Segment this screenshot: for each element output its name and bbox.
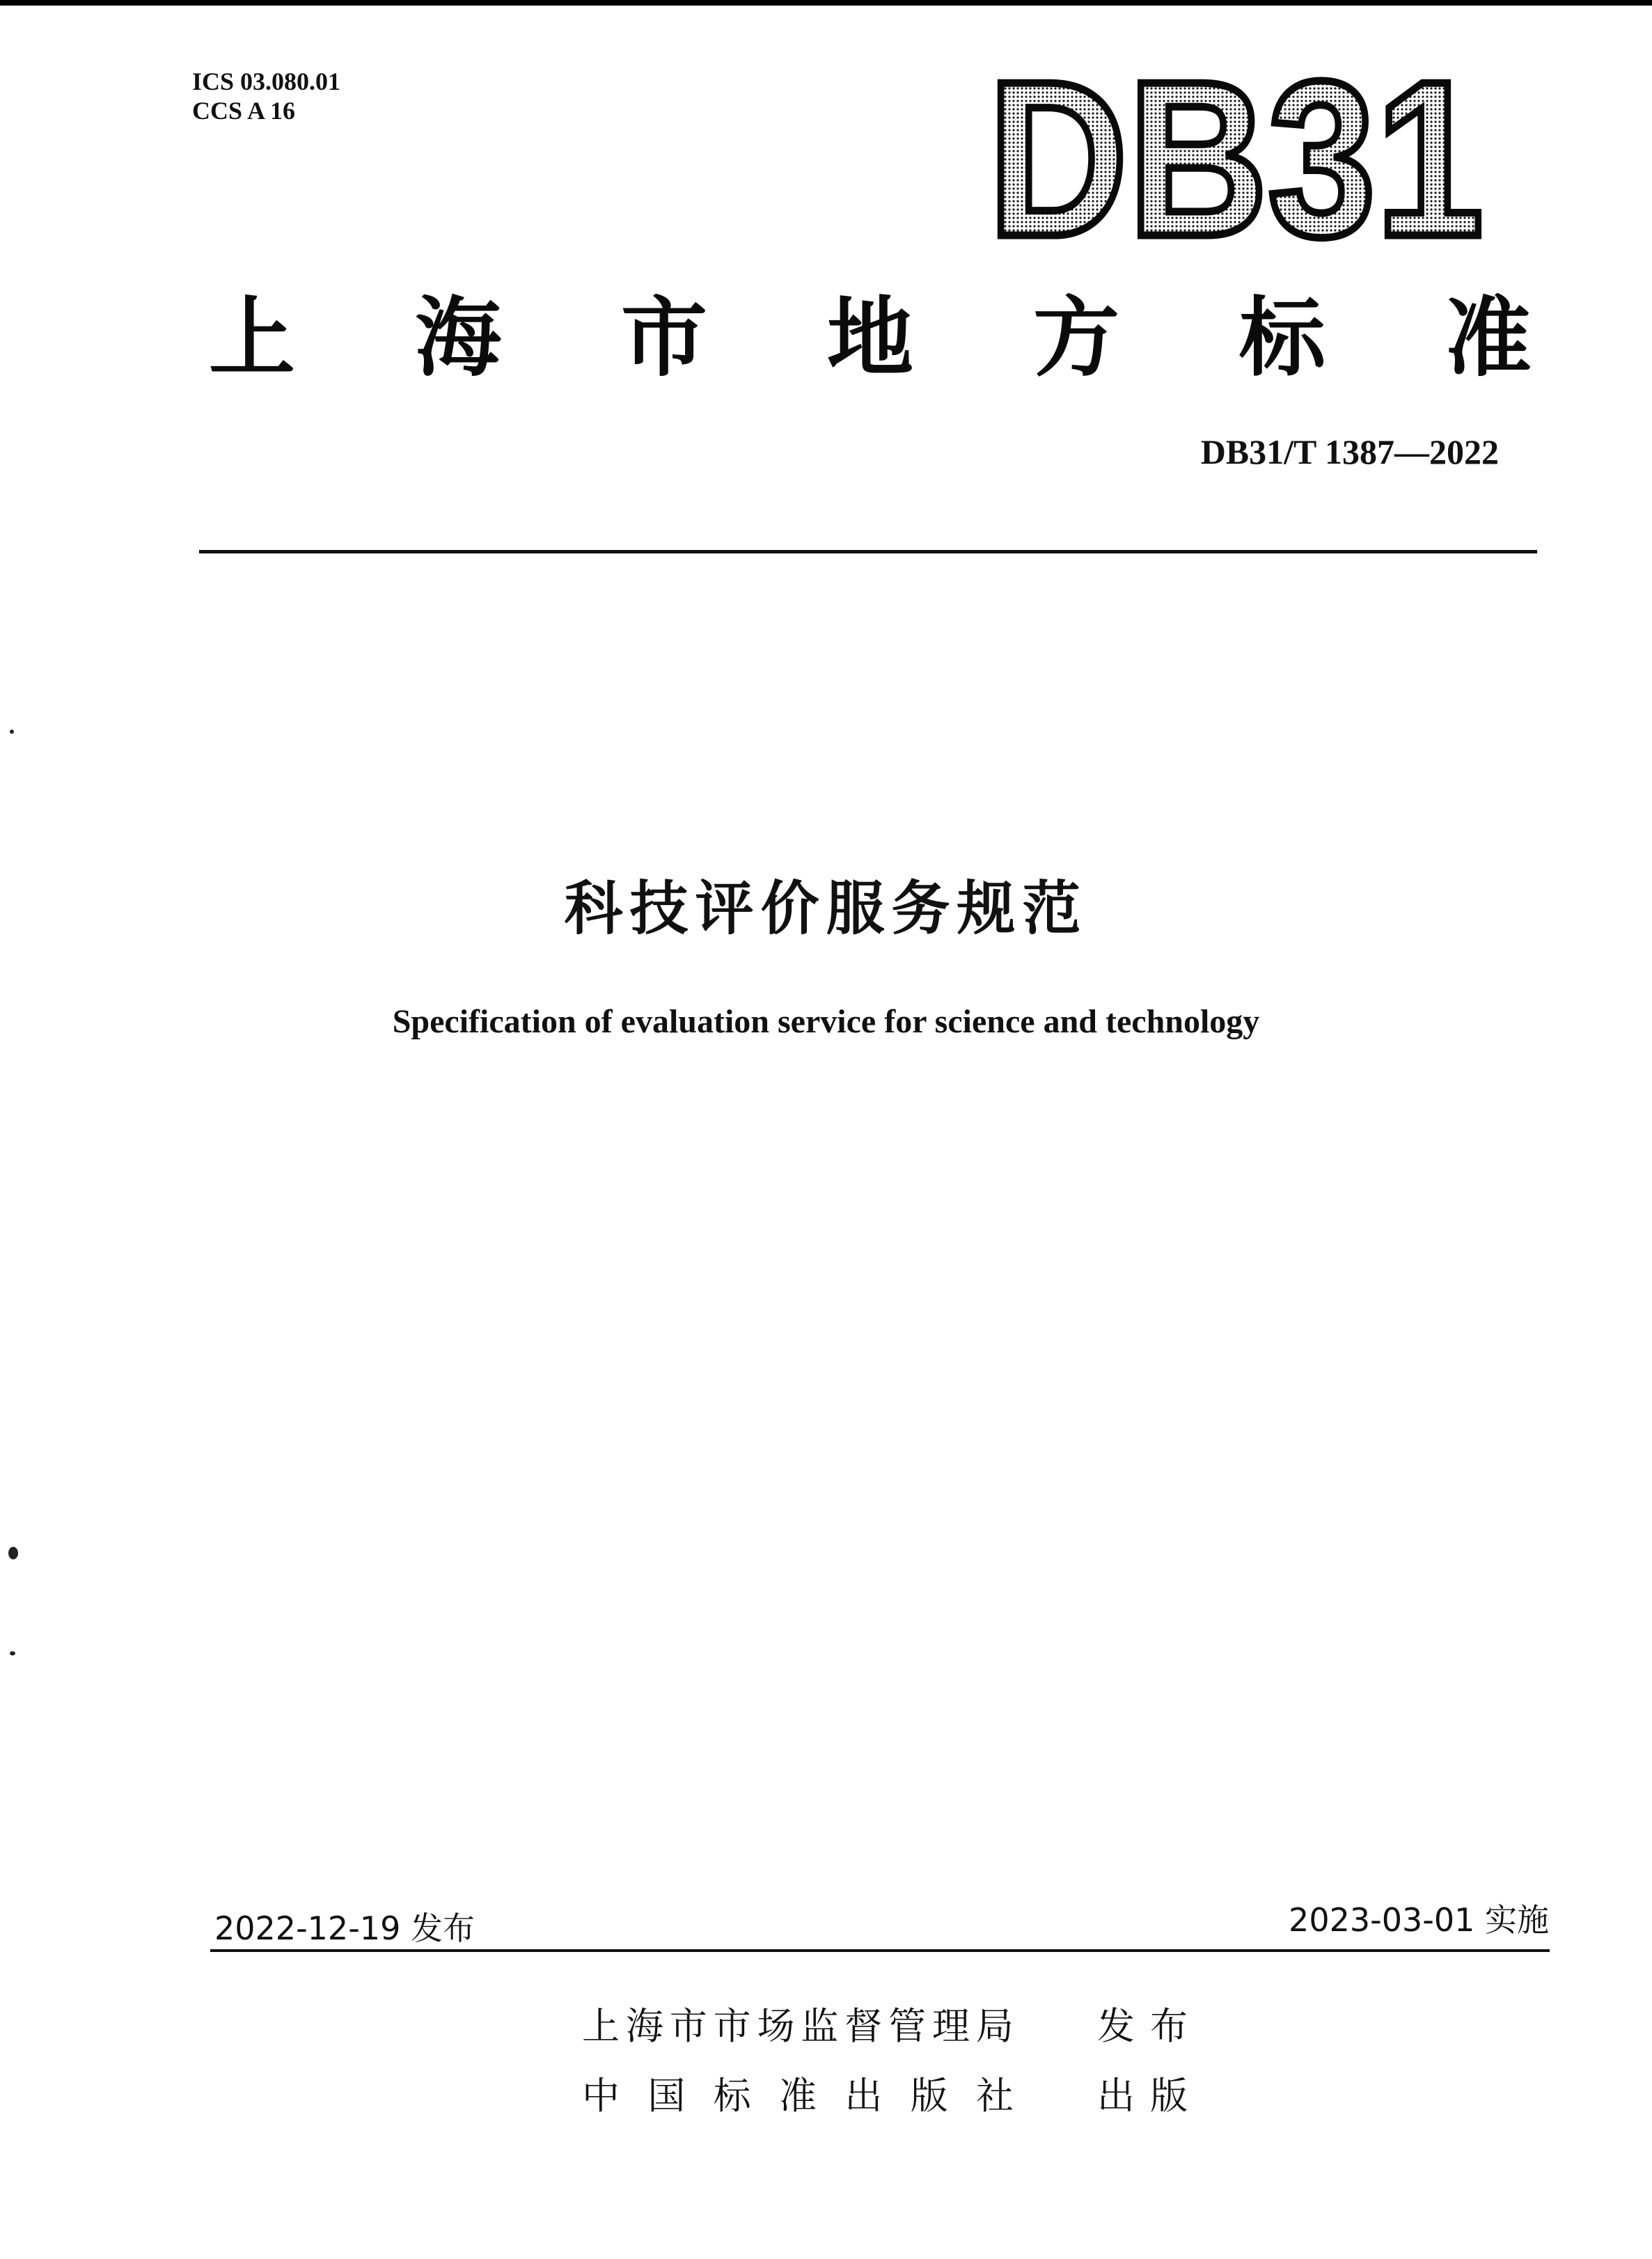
org-char: 国 — [647, 2074, 686, 2118]
org-char: 督 — [844, 2004, 883, 2048]
heading-char: 准 — [1445, 288, 1532, 388]
standard-number: DB31/T 1387—2022 — [1200, 432, 1499, 471]
org-char: 管 — [888, 2004, 927, 2048]
issue-date: 2022-12-19 发布 — [214, 1910, 475, 1947]
org-char: 海 — [625, 2004, 663, 2048]
org-char: 市 — [669, 2004, 707, 2048]
scan-speck — [8, 1547, 18, 1559]
org-char: 上 — [582, 2004, 620, 2048]
footer-divider — [210, 1949, 1550, 1952]
heading-char: 地 — [826, 288, 913, 388]
db31-logo-text: DB31 — [988, 36, 1484, 283]
scan-speck — [10, 1651, 15, 1655]
heading-char: 海 — [414, 288, 501, 388]
org-char: 版 — [910, 2074, 948, 2118]
heading-char: 市 — [620, 288, 707, 388]
org-char: 场 — [757, 2004, 795, 2048]
org-char: 中 — [582, 2074, 620, 2118]
heading-char: 方 — [1032, 288, 1119, 388]
publisher-row — [582, 1997, 1209, 2048]
scan-edge — [0, 0, 1652, 6]
org-char: 出 — [844, 2074, 883, 2118]
org-char: 社 — [975, 2074, 1014, 2118]
publishing-house — [582, 2066, 1014, 2120]
heading-char: 上 — [209, 288, 296, 388]
header-divider — [199, 550, 1537, 553]
role-char: 版 — [1150, 2074, 1188, 2118]
org-char: 准 — [778, 2074, 817, 2118]
org-char: 监 — [801, 2004, 839, 2048]
db31-logo — [978, 36, 1493, 283]
local-standard-heading — [209, 278, 1532, 388]
org-char: 市 — [713, 2004, 751, 2048]
role-char: 出 — [1097, 2074, 1135, 2118]
document-title-english: Specification of evaluation service for science and technology — [392, 1003, 1260, 1040]
classification-codes — [192, 67, 340, 125]
implementation-date: 2023-03-01 实施 — [1289, 1901, 1549, 1939]
org-char: 标 — [713, 2074, 751, 2118]
issuing-authority — [582, 1997, 1014, 2050]
document-title-chinese: 科技评价服务规范 — [564, 874, 1088, 943]
role-char: 发 — [1097, 2004, 1135, 2048]
publishing-role — [1097, 2066, 1188, 2120]
org-char: 理 — [932, 2004, 970, 2048]
heading-char: 标 — [1238, 288, 1325, 388]
issuing-role — [1097, 1997, 1188, 2050]
scan-speck — [10, 730, 14, 734]
ics-code: ICS 03.080.01 — [192, 68, 341, 95]
role-char: 布 — [1150, 2004, 1188, 2048]
org-char: 局 — [975, 2004, 1014, 2048]
ccs-code: CCS A 16 — [192, 97, 296, 125]
publisher-row — [582, 2066, 1209, 2118]
